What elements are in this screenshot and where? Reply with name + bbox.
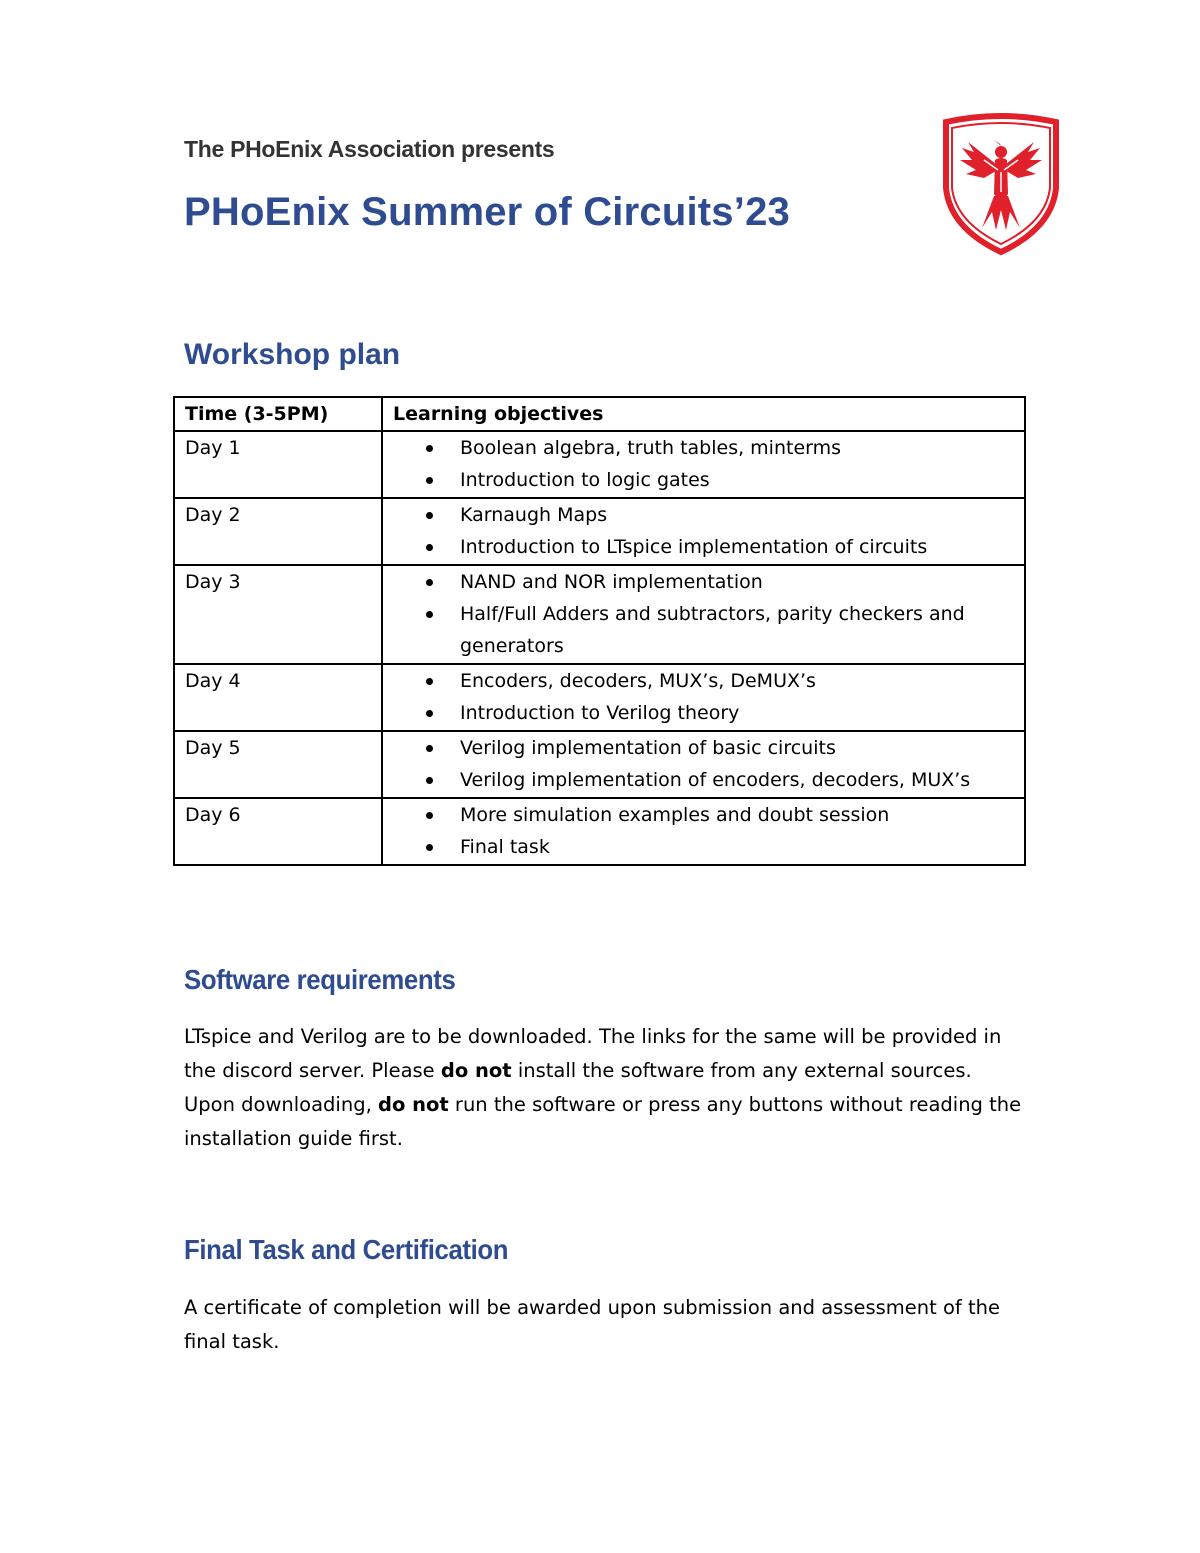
objectives-cell	[382, 731, 1025, 798]
table-row	[174, 498, 1025, 565]
table-row	[174, 565, 1025, 664]
list-item: Karnaugh Maps	[393, 499, 1014, 531]
text-span: run the software or press any buttons without reading the installation guide first.	[184, 1093, 1022, 1150]
software-requirements-heading: Software requirements	[184, 964, 456, 995]
text-span: LTspice and Verilog are to be downloaded. The links for the same will be provided in the discord server. Please	[184, 1025, 1002, 1082]
objectives-cell	[382, 565, 1025, 664]
day-cell: Day 4	[174, 664, 382, 731]
table-row	[174, 798, 1025, 865]
objectives-cell	[382, 798, 1025, 865]
phoenix-shield-logo-icon	[938, 112, 1064, 256]
column-header-time: Time (3-5PM)	[174, 397, 382, 431]
emphasis-text: do not	[377, 1093, 449, 1116]
page-title: PHoEnix Summer of Circuits’23	[184, 190, 790, 234]
day-cell: Day 6	[174, 798, 382, 865]
table-header-row	[174, 397, 1025, 431]
day-cell: Day 3	[174, 565, 382, 664]
list-item: Half/Full Adders and subtractors, parity checkers and generators	[393, 598, 1014, 662]
list-item: NAND and NOR implementation	[393, 566, 1014, 598]
list-item: Encoders, decoders, MUX’s, DeMUX’s	[393, 665, 1014, 697]
list-item: Introduction to logic gates	[393, 464, 1014, 496]
workshop-plan-table	[173, 396, 1026, 866]
text-span: install the software from any external sources. Upon downloading,	[184, 1059, 972, 1116]
column-header-objectives: Learning objectives	[382, 397, 1025, 431]
final-task-heading: Final Task and Certification	[184, 1234, 509, 1265]
software-requirements-text	[184, 1020, 1024, 1156]
list-item: Introduction to Verilog theory	[393, 697, 1014, 729]
day-cell: Day 2	[174, 498, 382, 565]
objectives-cell	[382, 431, 1025, 498]
day-cell: Day 1	[174, 431, 382, 498]
list-item: Introduction to LTspice implementation of circuits	[393, 531, 1014, 563]
list-item: Boolean algebra, truth tables, minterms	[393, 432, 1014, 464]
final-task-text: A certificate of completion will be awarded upon submission and assessment of the final task.	[184, 1296, 1000, 1353]
workshop-plan-heading: Workshop plan	[184, 338, 401, 371]
list-item: Verilog implementation of basic circuits	[393, 732, 1014, 764]
list-item: Verilog implementation of encoders, decoders, MUX’s	[393, 764, 1014, 796]
emphasis-text: do not	[440, 1059, 512, 1082]
day-cell: Day 5	[174, 731, 382, 798]
list-item: Final task	[393, 831, 1014, 863]
table-row	[174, 731, 1025, 798]
objectives-cell	[382, 664, 1025, 731]
table-row	[174, 431, 1025, 498]
table-row	[174, 664, 1025, 731]
presenter-line: The PHoEnix Association presents	[184, 136, 555, 162]
list-item: More simulation examples and doubt session	[393, 799, 1014, 831]
objectives-cell	[382, 498, 1025, 565]
